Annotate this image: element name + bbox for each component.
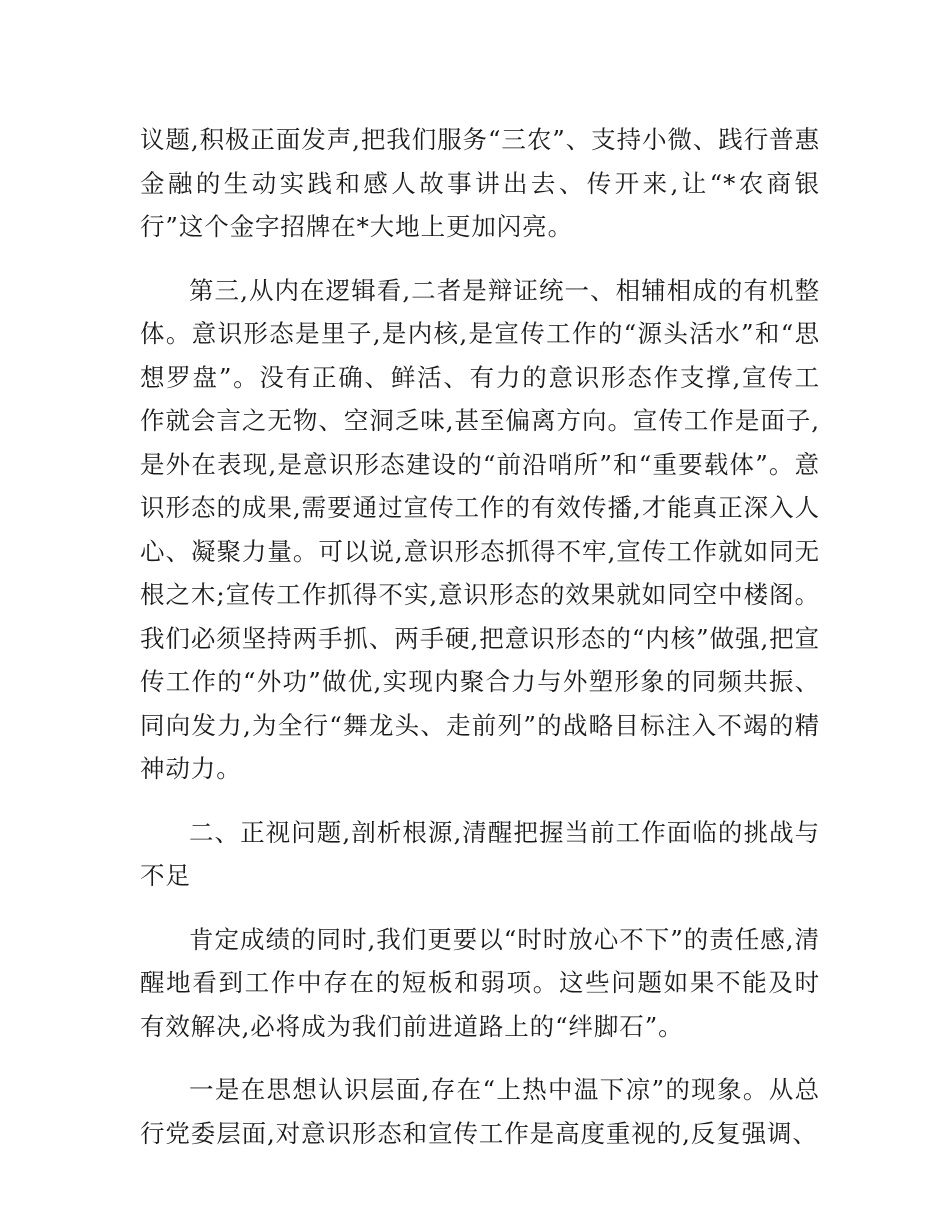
paragraph-first-issue: 一是在思想认识层面,存在“上热中温下凉”的现象。从总行党委层面,对意识形态和宣传工作是高度重视的,反复强调、 [140, 1075, 820, 1148]
paragraph-continuation: 议题,积极正面发声,把我们服务“三农”、支持小微、践行普惠金融的生动实践和感人故事讲出去、传开来,让“*农商银行”这个金字招牌在*大地上更加闪亮。 [140, 125, 820, 241]
paragraph-affirm-achievements: 肯定成绩的同时,我们更要以“时时放心不下”的责任感,清醒地看到工作中存在的短板和弱项。这些问题如果不能及时有效解决,必将成为我们前进道路上的“绊脚石”。 [140, 924, 820, 1041]
section-heading-two: 二、正视问题,剖析根源,清醒把握当前工作面临的挑战与不足 [140, 817, 820, 890]
document-body [140, 118, 820, 1155]
paragraph-third-point: 第三,从内在逻辑看,二者是辩证统一、相辅相成的有机整体。意识形态是里子,是内核,是宣传工作的“源头活水”和“思想罗盘”。没有正确、鲜活、有力的意识形态作支撑,宣传工作就会言之无物、空洞乏味,甚至偏离方向。宣传工作是面子,是外在表现,是意识形态建设的“前沿哨所”和“重要载体”。意识形态的成果,需要通过宣传工作的有效传播,才能真正深入人心、凝聚力量。可以说,意识形态抓得不牢,宣传工作就如同无根之木;宣传工作抓得不实,意识形态的效果就如同空中楼阁。我们必须坚持两手抓、两手硬,把意识形态的“内核”做强,把宣传工作的“外功”做优,实现内聚合力与外塑形象的同频共振、同向发力,为全行“舞龙头、走前列”的战略目标注入不竭的精神动力。 [140, 275, 820, 783]
